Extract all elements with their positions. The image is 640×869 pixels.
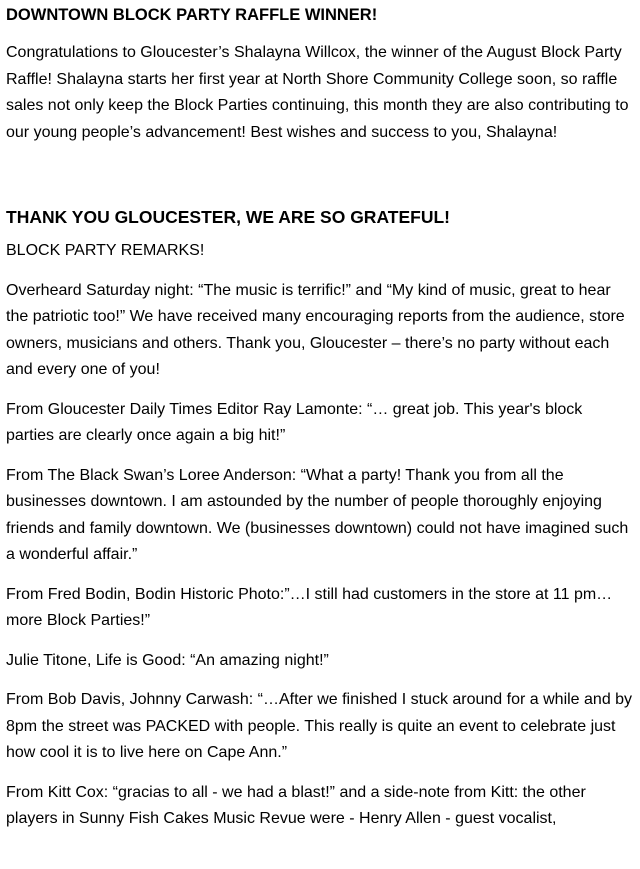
remark-paragraph-fred-bodin: From Fred Bodin, Bodin Historic Photo:”…I still had customers in the store at 11 pm…more Block Parties!” xyxy=(6,585,613,629)
remark-paragraph-julie-titone: Julie Titone, Life is Good: “An amazing night!” xyxy=(6,651,329,669)
remark-paragraph-ray-lamonte: From Gloucester Daily Times Editor Ray Lamonte: “… great job. This year's block parties are clearly once again a big hit!” xyxy=(6,400,583,444)
remark-paragraph-overheard: Overheard Saturday night: “The music is terrific!” and “My kind of music, great to hear the patriotic too!” We have received many encouraging reports from the audience, store owners, musicians and others. Thank you, Gloucester – there’s no party without each and every one of you! xyxy=(6,281,625,378)
remarks-subheading: BLOCK PARTY REMARKS! xyxy=(6,242,205,259)
thanks-heading: THANK YOU GLOUCESTER, WE ARE SO GRATEFUL! xyxy=(6,207,450,227)
document-page xyxy=(6,0,634,833)
remark-paragraph-bob-davis: From Bob Davis, Johnny Carwash: “…After we finished I stuck around for a while and by 8pm the street was PACKED with people. This really is quite an event to celebrate just how cool it is to live here on Cape Ann.” xyxy=(6,691,633,761)
raffle-paragraph: Congratulations to Gloucester’s Shalayna Willcox, the winner of the August Block Party Raffle! Shalayna starts her first year at North Shore Community College soon, so raffle sales not only keep the Block Parties continuing, this month they are also contributing to our young people’s advancement! Best wishes and success to you, Shalayna! xyxy=(6,44,629,141)
remark-paragraph-kitt-cox: From Kitt Cox: “gracias to all - we had a blast!” and a side-note from Kitt: the other players in Sunny Fish Cakes Music Revue were - Henry Allen - guest vocalist, xyxy=(6,783,586,827)
remark-paragraph-loree-anderson: From The Black Swan’s Loree Anderson: “What a party! Thank you from all the businesses downtown. I am astounded by the number of people thoroughly enjoying friends and family downtown. We (businesses downtown) could not have imagined such a wonderful affair.” xyxy=(6,466,629,563)
raffle-heading: DOWNTOWN BLOCK PARTY RAFFLE WINNER! xyxy=(6,6,378,24)
